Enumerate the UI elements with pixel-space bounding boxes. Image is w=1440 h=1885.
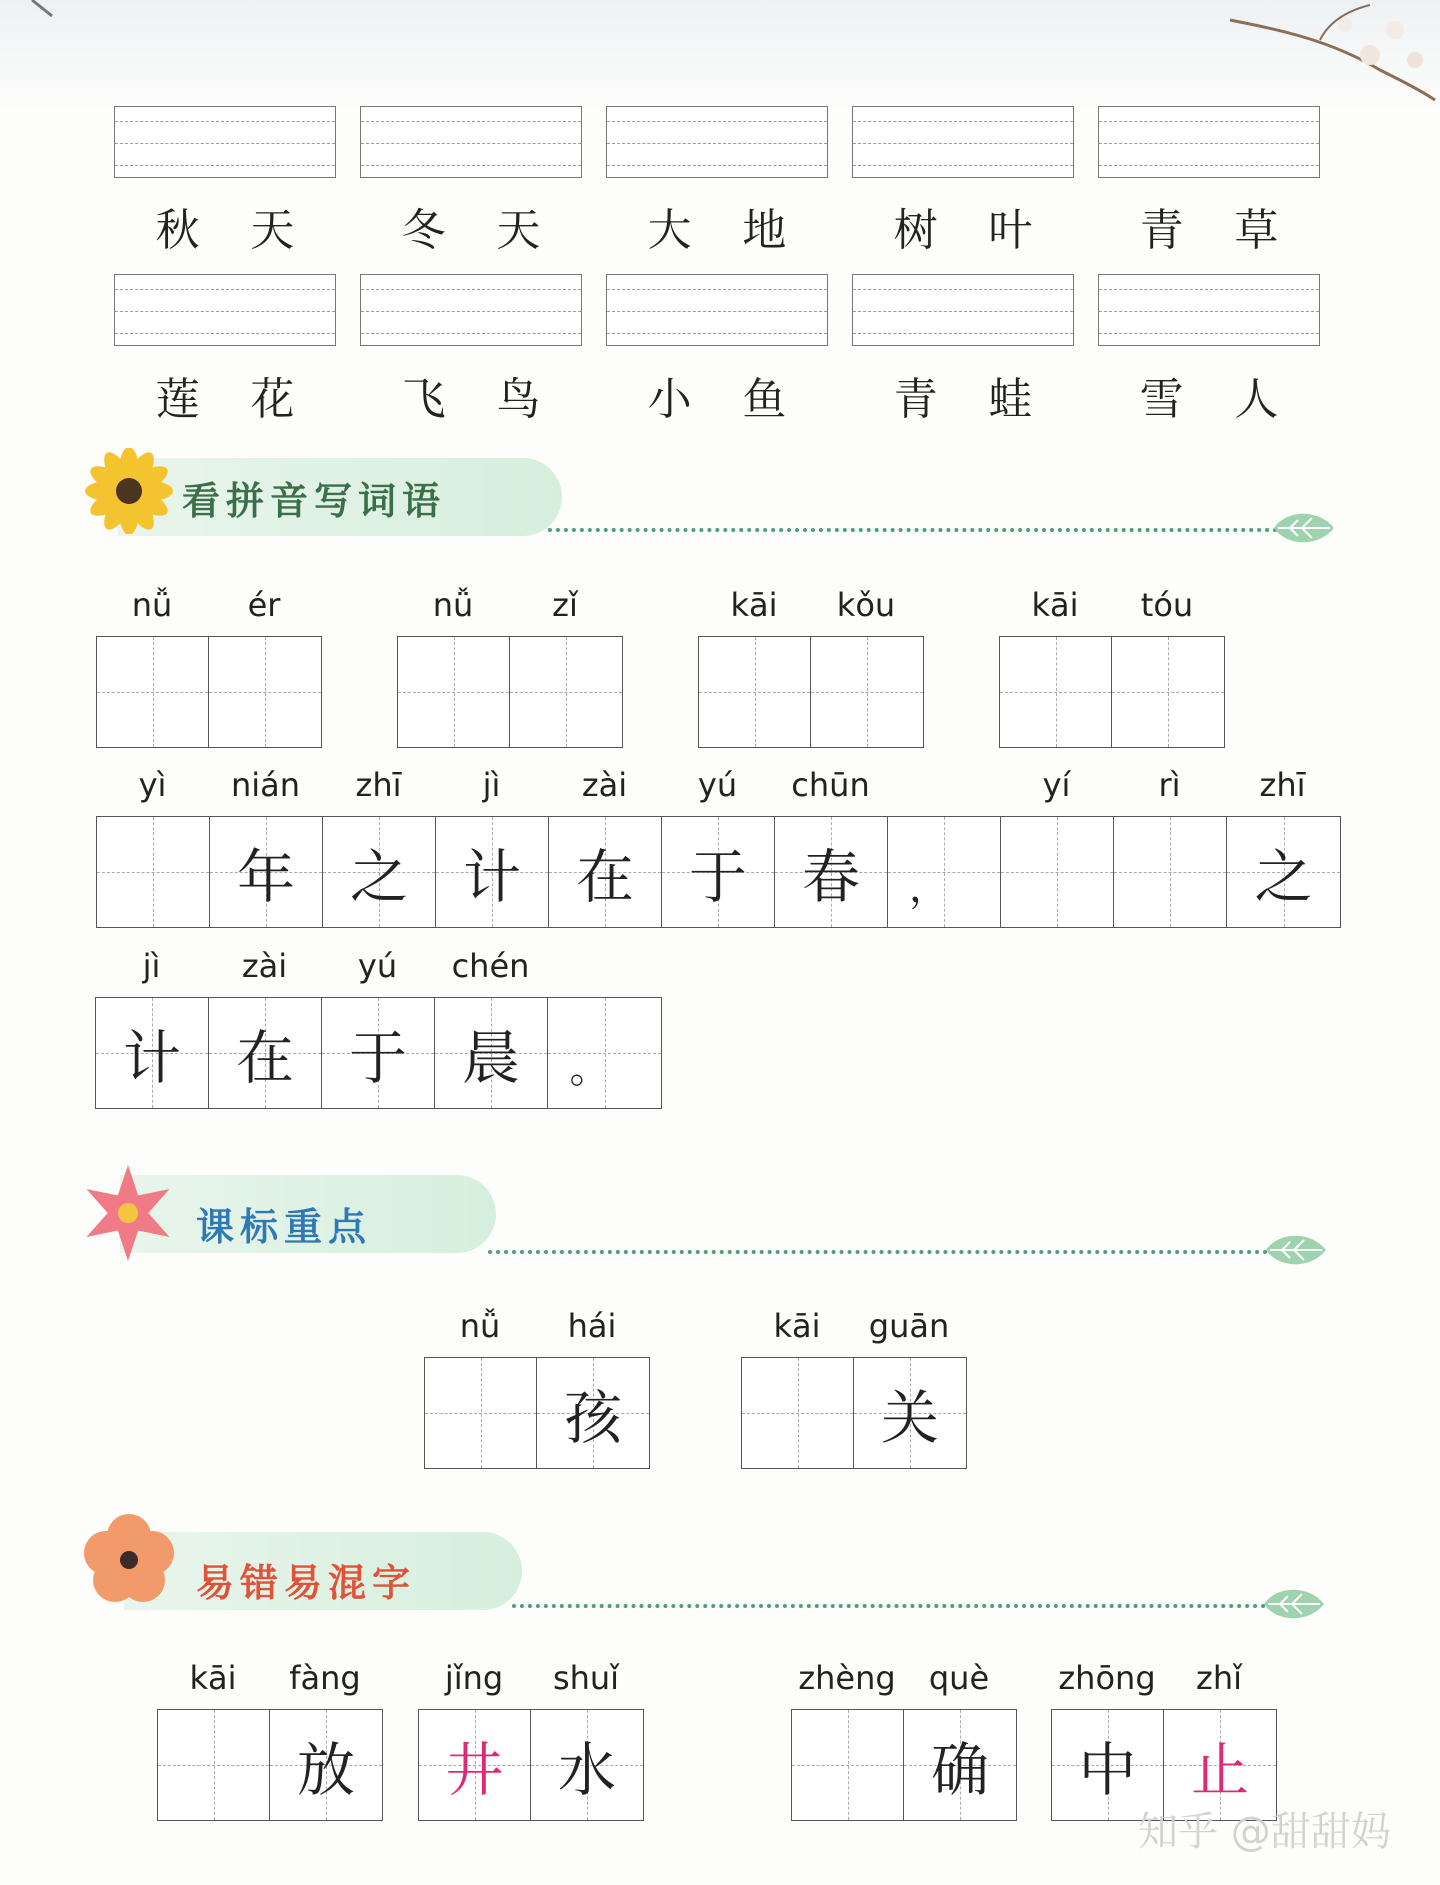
guide-line (607, 311, 827, 312)
pinyin-label: shuǐ (552, 1659, 620, 1697)
guide-line (361, 143, 581, 144)
dotted-divider (488, 1250, 1268, 1254)
printed-char: 之 (1254, 843, 1313, 911)
vocabulary-char: 大 (647, 205, 692, 256)
printed-char: 关 (880, 1384, 939, 1452)
vocabulary-word (597, 194, 837, 258)
printed-char: 井 (445, 1736, 504, 1804)
guide-line (115, 289, 335, 290)
vocabulary-char: 树 (893, 205, 938, 256)
guide-line (361, 311, 581, 312)
pinyin-label: fàng (289, 1659, 361, 1697)
filled-char-cell (549, 817, 662, 927)
red-flower-icon (82, 1160, 174, 1266)
four-line-writing-box[interactable] (114, 274, 336, 346)
printed-char: 晨 (461, 1024, 520, 1092)
vocabulary-char: 天 (250, 205, 295, 256)
vocabulary-char: 花 (250, 374, 295, 425)
filled-char-cell (1227, 817, 1340, 927)
guide-line (607, 121, 827, 122)
printed-char: 放 (296, 1736, 355, 1804)
vocabulary-char: 人 (1234, 374, 1279, 425)
guide-line (115, 311, 335, 312)
printed-char: 计 (122, 1024, 181, 1092)
guide-line (853, 165, 1073, 166)
dotted-divider (512, 1604, 1266, 1608)
guide-line (607, 333, 827, 334)
filled-char-cell (662, 817, 775, 927)
pinyin-label: jǐng (444, 1659, 504, 1697)
printed-char: 在 (235, 1024, 294, 1092)
pinyin-label: zhī (355, 766, 402, 804)
tianzige-grid (791, 1709, 1017, 1821)
writing-cell[interactable] (1001, 817, 1114, 927)
filled-char-cell (96, 998, 209, 1108)
vocabulary-char: 雪 (1139, 374, 1184, 425)
pinyin-label: què (928, 1659, 990, 1697)
writing-cell[interactable] (811, 637, 923, 747)
pinyin-label: nǚ (432, 586, 474, 624)
vocabulary-char: 冬 (401, 205, 446, 256)
vocabulary-word (843, 363, 1083, 427)
pinyin-label: rì (1158, 766, 1181, 804)
guide-line (115, 333, 335, 334)
tianzige-grid (397, 636, 623, 748)
pinyin-label: zài (241, 947, 288, 985)
vocabulary-char: 草 (1234, 205, 1279, 256)
vocabulary-char: 鱼 (742, 374, 787, 425)
vocabulary-char: 地 (742, 205, 787, 256)
filled-char-cell (888, 817, 1001, 927)
pinyin-label: nǚ (131, 586, 173, 624)
four-line-writing-box[interactable] (606, 274, 828, 346)
four-line-writing-box[interactable] (1098, 274, 1320, 346)
printed-char: 春 (801, 843, 860, 911)
pinyin-label: nián (230, 766, 301, 804)
vocabulary-char: 鸟 (496, 374, 541, 425)
vocabulary-word (351, 194, 591, 258)
vocabulary-char: 青 (1139, 205, 1184, 256)
vocabulary-word (843, 194, 1083, 258)
pinyin-label: zhèng (798, 1659, 896, 1697)
guide-line (607, 165, 827, 166)
orange-flower-icon (80, 1512, 178, 1608)
four-line-writing-box[interactable] (852, 274, 1074, 346)
leaf-icon (1262, 1584, 1326, 1624)
vocabulary-word (105, 363, 345, 427)
pinyin-label: ér (247, 586, 281, 624)
printed-char: 在 (575, 843, 634, 911)
printed-char: 中 (1078, 1736, 1137, 1804)
filled-char-cell (436, 817, 549, 927)
tianzige-grid (424, 1357, 650, 1469)
guide-line (1099, 289, 1319, 290)
guide-line (1099, 333, 1319, 334)
pinyin-label: yú (357, 947, 398, 985)
guide-line (853, 311, 1073, 312)
filled-char-cell (548, 998, 661, 1108)
printed-char: ， (909, 865, 949, 911)
printed-char: 之 (349, 843, 408, 911)
pinyin-label: yì (138, 766, 167, 804)
vocabulary-char: 莲 (155, 374, 200, 425)
printed-char: 水 (557, 1736, 616, 1804)
guide-line (1099, 143, 1319, 144)
guide-line (853, 121, 1073, 122)
vocabulary-word (597, 363, 837, 427)
section-title-pinyin-words: 看拼音写词语 (182, 479, 447, 523)
filled-char-cell (322, 998, 435, 1108)
vocabulary-char: 飞 (401, 374, 446, 425)
filled-char-cell (854, 1358, 966, 1468)
vocabulary-char: 小 (647, 374, 692, 425)
leaf-icon (1264, 1230, 1328, 1270)
writing-cell[interactable] (425, 1358, 537, 1468)
writing-cell[interactable] (398, 637, 510, 747)
printed-char: 确 (930, 1736, 989, 1804)
printed-char: 止 (1190, 1736, 1249, 1804)
guide-line (361, 289, 581, 290)
watermark-text: 知乎 @甜甜妈 (1138, 1809, 1391, 1855)
writing-cell[interactable] (510, 637, 622, 747)
guide-line (115, 121, 335, 122)
vocabulary-char: 天 (496, 205, 541, 256)
pinyin-label: chén (451, 947, 530, 985)
vocabulary-char: 青 (893, 374, 938, 425)
guide-line (1099, 165, 1319, 166)
four-line-writing-box[interactable] (606, 106, 828, 178)
tianzige-grid (96, 636, 322, 748)
corner-stroke-decoration (30, 0, 60, 20)
writing-cell[interactable] (792, 1710, 904, 1820)
four-line-writing-box[interactable] (360, 274, 582, 346)
tianzige-grid (96, 816, 1341, 928)
vocabulary-word (351, 363, 591, 427)
guide-line (361, 165, 581, 166)
printed-char: 于 (688, 843, 747, 911)
printed-char: 于 (348, 1024, 407, 1092)
tianzige-grid (418, 1709, 644, 1821)
tianzige-grid (698, 636, 924, 748)
pinyin-label: tóu (1140, 586, 1194, 624)
pinyin-label: nǚ (459, 1307, 501, 1345)
filled-char-cell (531, 1710, 643, 1820)
four-line-writing-box[interactable] (360, 106, 582, 178)
printed-char: 。 (569, 1046, 610, 1092)
pinyin-label: yí (1042, 766, 1071, 804)
guide-line (1099, 311, 1319, 312)
pinyin-label: kāi (773, 1307, 821, 1345)
filled-char-cell (435, 998, 548, 1108)
writing-cell[interactable] (209, 637, 321, 747)
blossom-branch-decoration (1220, 0, 1440, 110)
filled-char-cell (209, 998, 322, 1108)
pinyin-label: zhī (1259, 766, 1306, 804)
four-line-writing-box[interactable] (114, 106, 336, 178)
pinyin-label: kāi (730, 586, 778, 624)
writing-cell[interactable] (97, 817, 210, 927)
guide-line (607, 143, 827, 144)
section-title-key-points: 课标重点 (196, 1205, 373, 1249)
filled-char-cell (419, 1710, 531, 1820)
dotted-divider (548, 528, 1278, 532)
filled-char-cell (775, 817, 888, 927)
printed-char: 计 (462, 843, 521, 911)
guide-line (607, 289, 827, 290)
printed-char: 孩 (563, 1384, 622, 1452)
tianzige-grid (95, 997, 662, 1109)
pinyin-label: zài (581, 766, 628, 804)
writing-cell[interactable] (1114, 817, 1227, 927)
four-line-writing-box[interactable] (1098, 106, 1320, 178)
filled-char-cell (270, 1710, 382, 1820)
writing-cell[interactable] (1000, 637, 1112, 747)
filled-char-cell (537, 1358, 649, 1468)
vocabulary-word (1089, 363, 1329, 427)
guide-line (1099, 121, 1319, 122)
four-line-writing-box[interactable] (852, 106, 1074, 178)
writing-cell[interactable] (97, 637, 209, 747)
vocabulary-char: 秋 (155, 205, 200, 256)
pinyin-label: jì (482, 766, 501, 804)
sunflower-icon (84, 448, 174, 534)
vocabulary-word (105, 194, 345, 258)
writing-cell[interactable] (699, 637, 811, 747)
pinyin-label: kāi (189, 1659, 237, 1697)
guide-line (853, 289, 1073, 290)
filled-char-cell (210, 817, 323, 927)
pinyin-label: zhōng (1058, 1659, 1156, 1697)
printed-char: 年 (236, 843, 295, 911)
leaf-icon (1272, 508, 1336, 548)
tianzige-grid (157, 1709, 383, 1821)
writing-cell[interactable] (158, 1710, 270, 1820)
guide-line (115, 165, 335, 166)
filled-char-cell (904, 1710, 1016, 1820)
guide-line (853, 333, 1073, 334)
writing-cell[interactable] (1112, 637, 1224, 747)
pinyin-label: guān (868, 1307, 950, 1345)
guide-line (361, 121, 581, 122)
writing-cell[interactable] (742, 1358, 854, 1468)
vocabulary-char: 叶 (988, 205, 1033, 256)
filled-char-cell (323, 817, 436, 927)
pinyin-label: zǐ (552, 586, 578, 624)
guide-line (115, 143, 335, 144)
vocabulary-char: 蛙 (988, 374, 1033, 425)
vocabulary-word (1089, 194, 1329, 258)
guide-line (361, 333, 581, 334)
pinyin-label: hái (567, 1307, 617, 1345)
pinyin-label: kāi (1031, 586, 1079, 624)
pinyin-label: jì (142, 947, 161, 985)
tianzige-grid (741, 1357, 967, 1469)
tianzige-grid (999, 636, 1225, 748)
pinyin-label: kǒu (836, 586, 896, 624)
pinyin-label: yú (697, 766, 738, 804)
guide-line (853, 143, 1073, 144)
pinyin-label: chūn (791, 766, 870, 804)
section-title-confusable-chars: 易错易混字 (196, 1561, 417, 1605)
pinyin-label: zhǐ (1196, 1659, 1242, 1697)
